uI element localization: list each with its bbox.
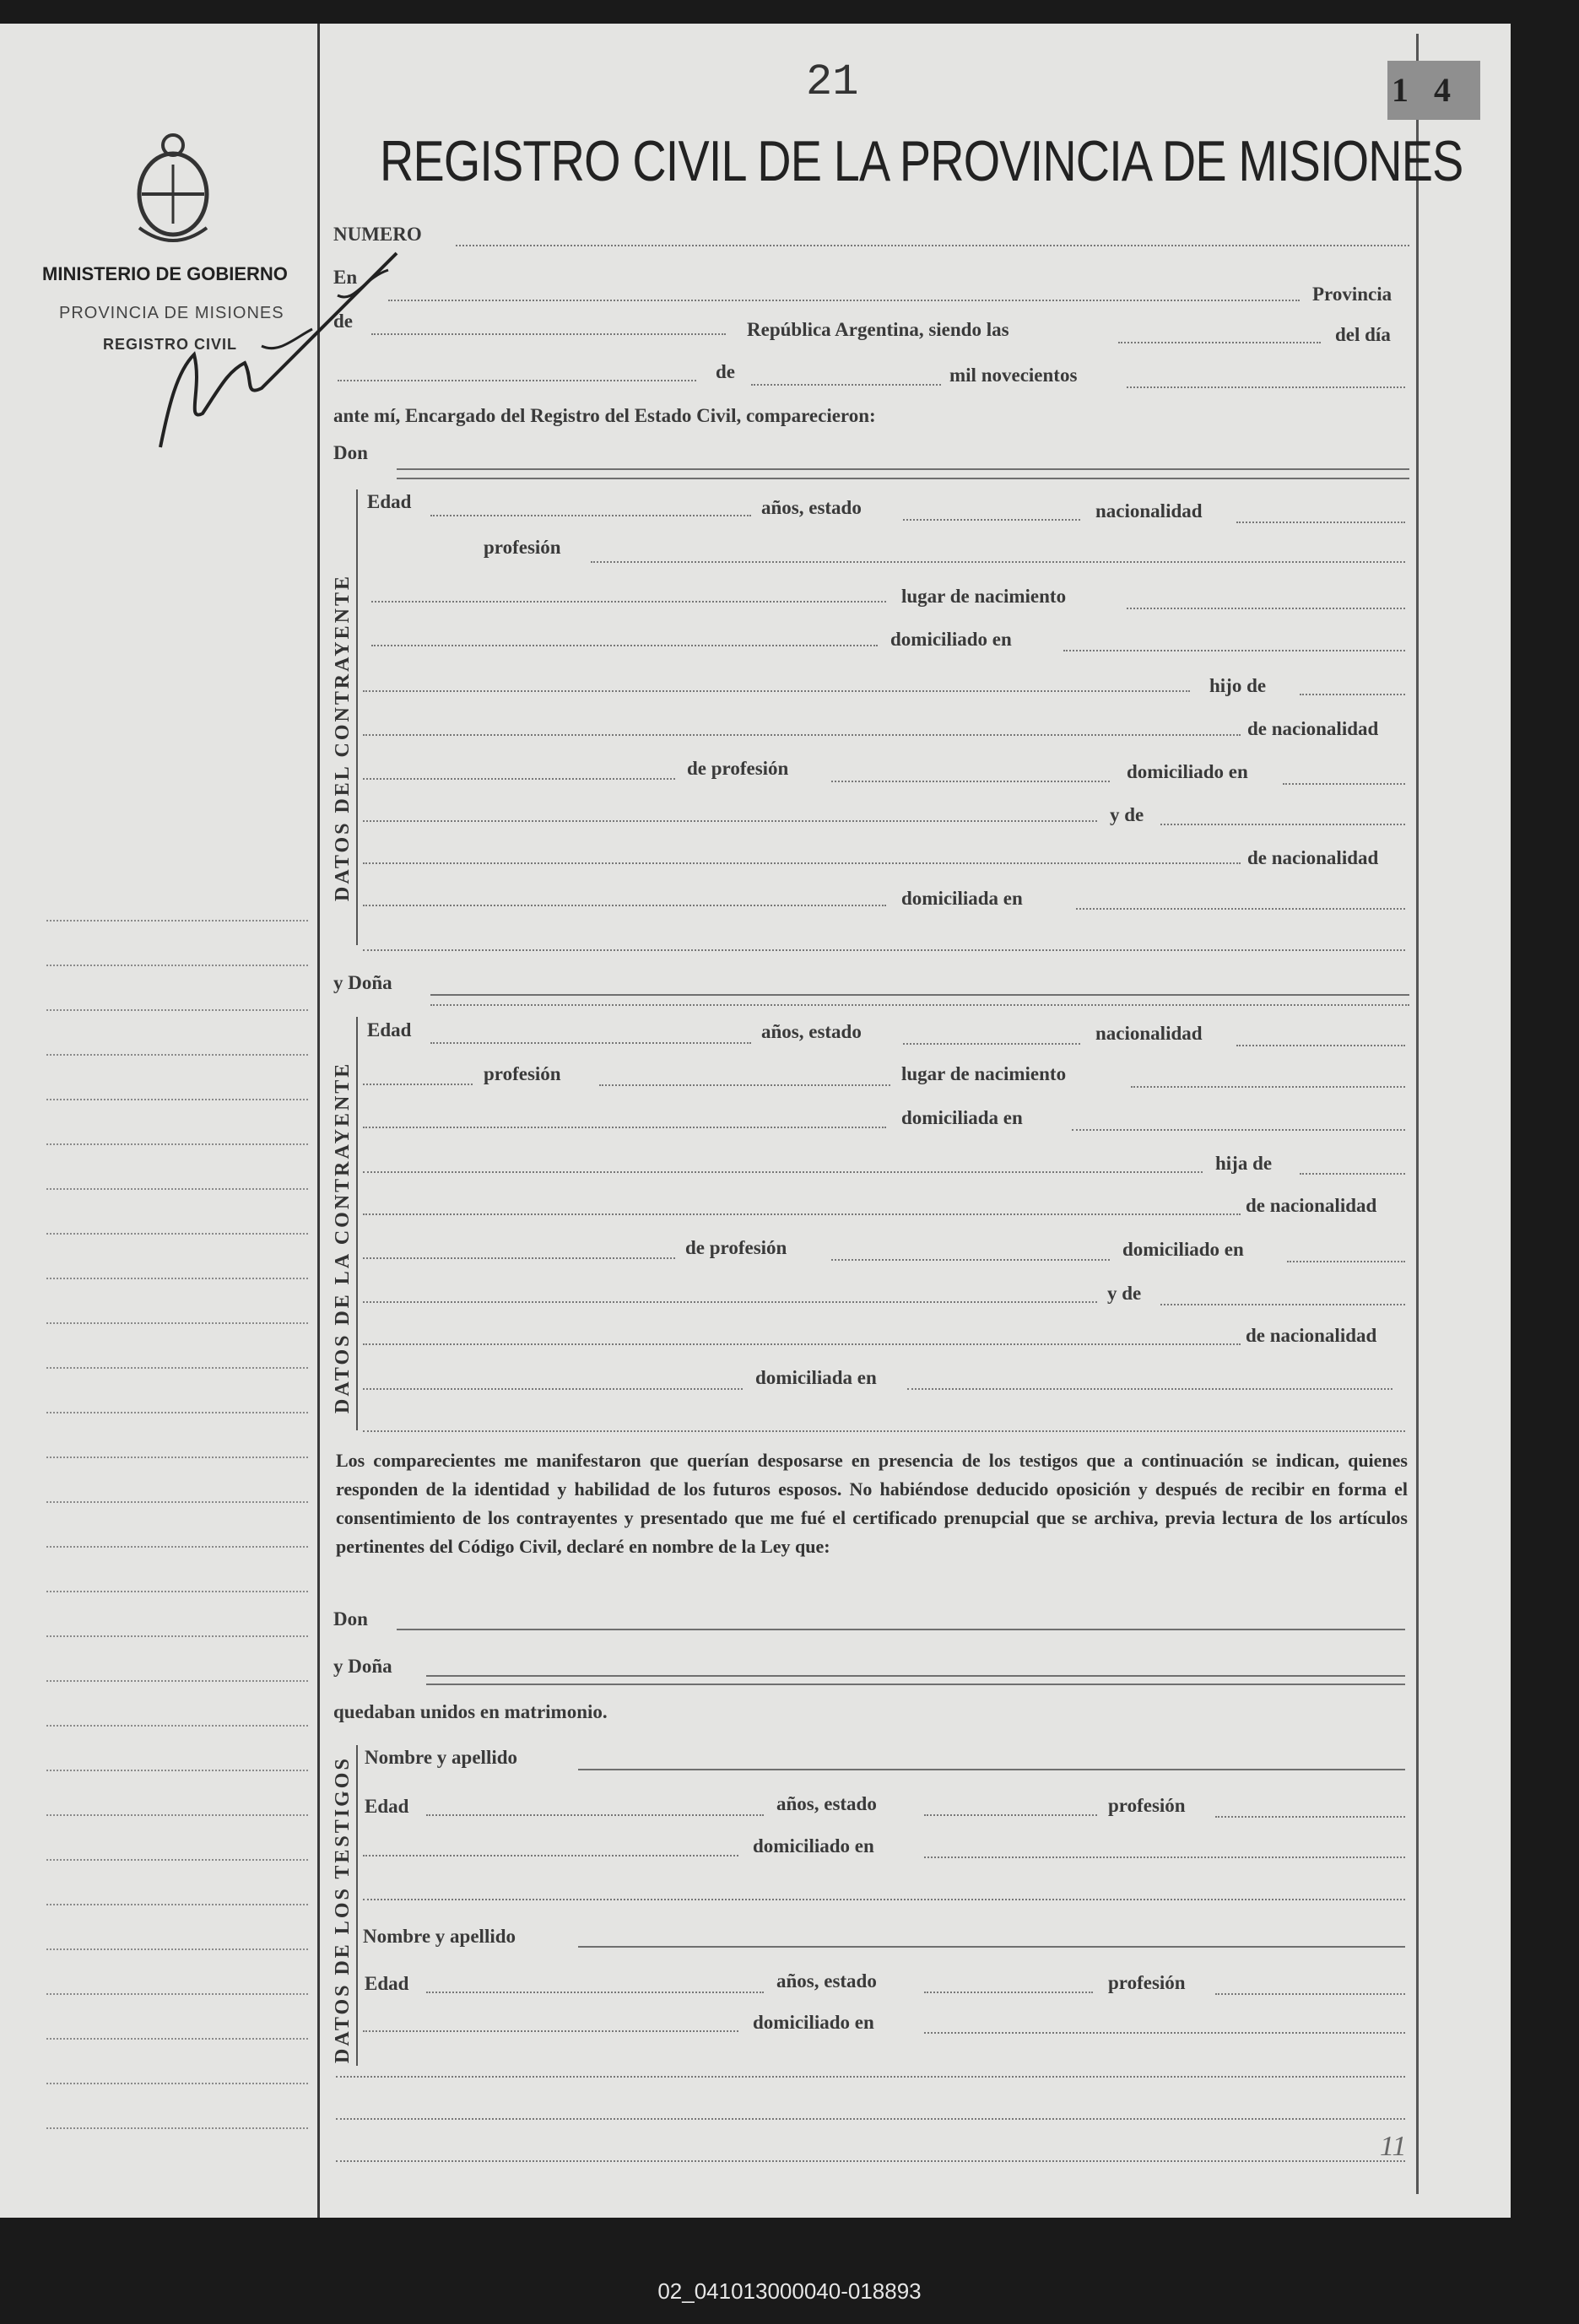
republica-label: República Argentina, siendo las	[747, 319, 1009, 340]
w1-edad-field[interactable]	[426, 1814, 764, 1816]
de-field[interactable]	[371, 333, 726, 335]
c-hijo-field-a[interactable]	[363, 690, 1190, 692]
w2-estado-field[interactable]	[924, 1992, 1093, 1993]
f-pre-prof-field[interactable]	[363, 1084, 473, 1085]
unidos-label: quedaban unidos en matrimonio.	[333, 1701, 608, 1722]
c-hijo-field[interactable]	[1300, 694, 1405, 695]
c-madre2-field[interactable]	[363, 862, 1241, 864]
consent-paragraph: Los comparecientes me manifestaron que querían desposarse en presencia de los testigos que a continuación se indican, quienes responden de la identidad y habilidad de los futuros esposos. No habiéndose deducido oposición y después de recibir en forma el consentimiento de los contrayentes y presentado que me fué el certificado prenupcial que se archiva, previa lectura de los artículos pertinentes del Código Civil, declaré en nombre de la Ley que:	[336, 1450, 1408, 1557]
c-profesion-label: profesión	[484, 537, 561, 558]
w1-pre-dom-field[interactable]	[363, 1855, 738, 1856]
c-hijo-label: hijo de	[1209, 675, 1267, 696]
stub-dotted-line	[46, 920, 308, 921]
page-title: REGISTRO CIVIL DE LA PROVINCIA DE MISIONES	[380, 129, 1463, 193]
stub-dotted-line	[46, 1233, 308, 1235]
contrayenta-bracket	[356, 1017, 358, 1430]
bottom-line-1	[336, 2076, 1405, 2078]
stub-dotted-line	[46, 1859, 308, 1861]
f-profesion-label: profesión	[484, 1063, 561, 1084]
de2-label: de	[716, 361, 735, 382]
c-extra-field[interactable]	[363, 949, 1405, 951]
c-lugar-field-a[interactable]	[371, 601, 886, 603]
w1-nombre-field[interactable]	[578, 1769, 1405, 1770]
stub-dotted-line	[46, 1814, 308, 1816]
contrayenta-side-label: DATOS DE LA CONTRAYENTE	[332, 1061, 354, 1413]
f-padre-dom2-field[interactable]	[363, 1301, 1097, 1303]
c-domiciliado-label: domiciliado en	[890, 629, 1012, 650]
f-padre-field[interactable]	[363, 1213, 1241, 1215]
f-madre-field[interactable]	[1160, 1304, 1405, 1305]
stub-dotted-line	[46, 1635, 308, 1637]
f-domiciliada2-label: domiciliada en	[755, 1367, 877, 1388]
c-de-profesion-label: de profesión	[687, 758, 789, 779]
del-dia-label: del día	[1335, 324, 1391, 345]
c-padre-prof-field[interactable]	[831, 781, 1110, 782]
w2-profesion-field[interactable]	[1215, 1993, 1405, 1995]
stub-dotted-line	[46, 2038, 308, 2040]
margin-mark: 11	[1380, 2131, 1407, 2162]
f-padre-prof-field[interactable]	[831, 1259, 1110, 1261]
f-madre-dom-field[interactable]	[907, 1388, 1392, 1390]
f-padre-nac-field[interactable]	[363, 1257, 675, 1259]
c-y-de-label: y de	[1110, 804, 1144, 825]
stub-dotted-line	[46, 965, 308, 966]
c-padre-field[interactable]	[363, 734, 1241, 736]
stub-dotted-line	[46, 1412, 308, 1413]
anio-field[interactable]	[1127, 386, 1405, 388]
page-tab-number: 14	[1387, 61, 1480, 120]
c-de-nac2-label: de nacionalidad	[1247, 847, 1379, 868]
f-nacionalidad-field[interactable]	[1236, 1045, 1405, 1046]
dona-underline	[430, 1004, 1409, 1006]
stub-dotted-line	[46, 1501, 308, 1503]
dona-field[interactable]	[430, 994, 1409, 996]
c-lugar-field[interactable]	[1127, 608, 1405, 609]
f-lugar-field[interactable]	[1131, 1086, 1405, 1088]
numero-label: NUMERO	[333, 224, 422, 245]
c-padre-nac-field[interactable]	[363, 778, 675, 780]
don-field[interactable]	[397, 468, 1409, 470]
hora-field[interactable]	[1118, 342, 1321, 343]
c-padre-dom2-field[interactable]	[363, 820, 1097, 822]
stub-dotted-line	[46, 1457, 308, 1458]
f-madre-nac-field[interactable]	[363, 1388, 743, 1390]
f-de-nac2-label: de nacionalidad	[1246, 1325, 1377, 1346]
bottom-line-2	[336, 2118, 1405, 2120]
f-domiciliado-label: domiciliado en	[1122, 1239, 1244, 1260]
f-extra-field[interactable]	[363, 1430, 1405, 1432]
c-de-nac1-label: de nacionalidad	[1247, 718, 1379, 739]
contrayente-bracket	[356, 489, 358, 945]
provincia-label: Provincia	[1312, 284, 1392, 305]
de-label: de	[333, 311, 353, 332]
w1-nombre-label: Nombre y apellido	[365, 1747, 518, 1768]
stub-dotted-line	[46, 1948, 308, 1950]
c-madre-nac-field[interactable]	[363, 905, 886, 906]
dia-field[interactable]	[338, 380, 696, 381]
w2-domiciliado-label: domiciliado en	[753, 2012, 874, 2033]
c-nacionalidad-label: nacionalidad	[1095, 500, 1203, 522]
contrayente-side-label: DATOS DEL CONTRAYENTE	[332, 574, 354, 901]
footer-code: 02_041013000040-018893	[657, 2278, 922, 2304]
stub-dotted-line	[46, 1143, 308, 1145]
stub-registry: REGISTRO CIVIL	[103, 336, 238, 353]
f-dom-field-a[interactable]	[363, 1127, 886, 1128]
f-de-nac1-label: de nacionalidad	[1246, 1195, 1377, 1216]
don-underline	[397, 478, 1409, 479]
c-nacionalidad-field[interactable]	[1236, 522, 1405, 523]
testigos-bracket	[356, 1745, 358, 2066]
f-y-de-label: y de	[1107, 1283, 1142, 1304]
stub-dotted-line	[46, 2127, 308, 2129]
c-dom-field[interactable]	[1063, 650, 1405, 651]
stub-dotted-line	[46, 1009, 308, 1011]
c-domiciliada-label: domiciliada en	[901, 888, 1023, 909]
w1-estado-label: años, estado	[776, 1793, 877, 1814]
stub-dotted-line	[46, 1322, 308, 1324]
f-nacionalidad-label: nacionalidad	[1095, 1023, 1203, 1044]
testigos-side-label: DATOS DE LOS TESTIGOS	[332, 1756, 354, 2063]
stub-dotted-line	[46, 1904, 308, 1905]
stub-dotted-line	[46, 1725, 308, 1727]
f-edad-label: Edad	[367, 1019, 412, 1040]
stub-dotted-line	[46, 1770, 308, 1771]
stub-dotted-line	[46, 1367, 308, 1369]
stub-dotted-line	[46, 1278, 308, 1279]
c-domiciliado2-label: domiciliado en	[1127, 761, 1248, 782]
bottom-line-3	[336, 2160, 1405, 2162]
en-label: En	[333, 267, 358, 288]
decl-don-label: Don	[333, 1608, 368, 1630]
f-estado-label: años, estado	[761, 1021, 862, 1042]
w1-extra-field[interactable]	[363, 1899, 1405, 1900]
f-de-profesion-label: de profesión	[685, 1237, 787, 1258]
f-hija-field-a[interactable]	[363, 1171, 1203, 1173]
w2-estado-label: años, estado	[776, 1970, 877, 1992]
decl-dona-label: y Doña	[333, 1656, 392, 1677]
stub-dotted-line	[46, 1680, 308, 1682]
f-dom-field[interactable]	[1072, 1129, 1405, 1131]
w2-nombre-field[interactable]	[578, 1946, 1405, 1948]
mes-field[interactable]	[751, 384, 941, 386]
w1-estado-field[interactable]	[924, 1814, 1097, 1816]
stub-province: PROVINCIA DE MISIONES	[59, 304, 284, 322]
decl-dona-field[interactable]	[426, 1675, 1405, 1677]
f-hija-label: hija de	[1215, 1153, 1273, 1174]
w1-profesion-field[interactable]	[1215, 1816, 1405, 1818]
w1-dom-field[interactable]	[924, 1856, 1405, 1858]
f-padre-dom-field[interactable]	[1287, 1261, 1405, 1262]
c-profesion-field[interactable]	[591, 561, 1405, 563]
w1-profesion-label: profesión	[1108, 1795, 1186, 1816]
stub-dotted-line	[46, 1188, 308, 1190]
w1-edad-label: Edad	[365, 1796, 409, 1817]
dona-label: y Doña	[333, 972, 392, 993]
f-estado-field[interactable]	[903, 1043, 1080, 1045]
w2-edad-label: Edad	[365, 1973, 409, 1994]
c-madre-field[interactable]	[1160, 824, 1405, 825]
f-edad-field[interactable]	[430, 1042, 751, 1044]
don-label: Don	[333, 442, 368, 463]
decl-don-field[interactable]	[397, 1629, 1405, 1630]
w2-pre-dom-field[interactable]	[363, 2030, 738, 2032]
numero-field[interactable]	[456, 245, 1409, 246]
c-edad-field[interactable]	[430, 515, 751, 516]
f-lugar-label: lugar de nacimiento	[901, 1063, 1067, 1084]
c-madre-dom-field[interactable]	[1076, 908, 1405, 910]
acta-number: 21	[806, 57, 859, 107]
en-field[interactable]	[388, 300, 1300, 301]
f-domiciliada-label: domiciliada en	[901, 1107, 1023, 1128]
stub-dotted-line	[46, 1546, 308, 1548]
decl-dona-underline	[426, 1684, 1405, 1685]
c-estado-label: años, estado	[761, 497, 862, 518]
c-estado-field[interactable]	[903, 519, 1080, 521]
f-profesion-field[interactable]	[599, 1084, 890, 1086]
ante-label: ante mí, Encargado del Registro del Estado Civil, comparecieron:	[333, 405, 876, 426]
c-edad-label: Edad	[367, 491, 412, 512]
w2-edad-field[interactable]	[426, 1992, 764, 1993]
w2-nombre-label: Nombre y apellido	[363, 1926, 516, 1947]
w2-profesion-label: profesión	[1108, 1972, 1186, 1993]
stub-dotted-line	[46, 1099, 308, 1100]
stub-dotted-line	[46, 1993, 308, 1995]
c-dom-field-a[interactable]	[371, 645, 878, 646]
stub-dotted-line	[46, 1591, 308, 1592]
mil-label: mil novecientos	[949, 365, 1078, 386]
w2-dom-field[interactable]	[924, 2032, 1405, 2034]
page-right-edge	[1416, 34, 1419, 2194]
w1-domiciliado-label: domiciliado en	[753, 1835, 874, 1856]
signature	[143, 219, 422, 473]
c-padre-dom-field[interactable]	[1283, 783, 1405, 785]
f-madre2-field[interactable]	[363, 1343, 1241, 1345]
f-hija-field[interactable]	[1300, 1173, 1405, 1175]
c-lugar-label: lugar de nacimiento	[901, 586, 1067, 607]
stub-dotted-line	[46, 2083, 308, 2084]
stub-ministry: MINISTERIO DE GOBIERNO	[42, 263, 288, 284]
stub-dotted-line	[46, 1054, 308, 1056]
